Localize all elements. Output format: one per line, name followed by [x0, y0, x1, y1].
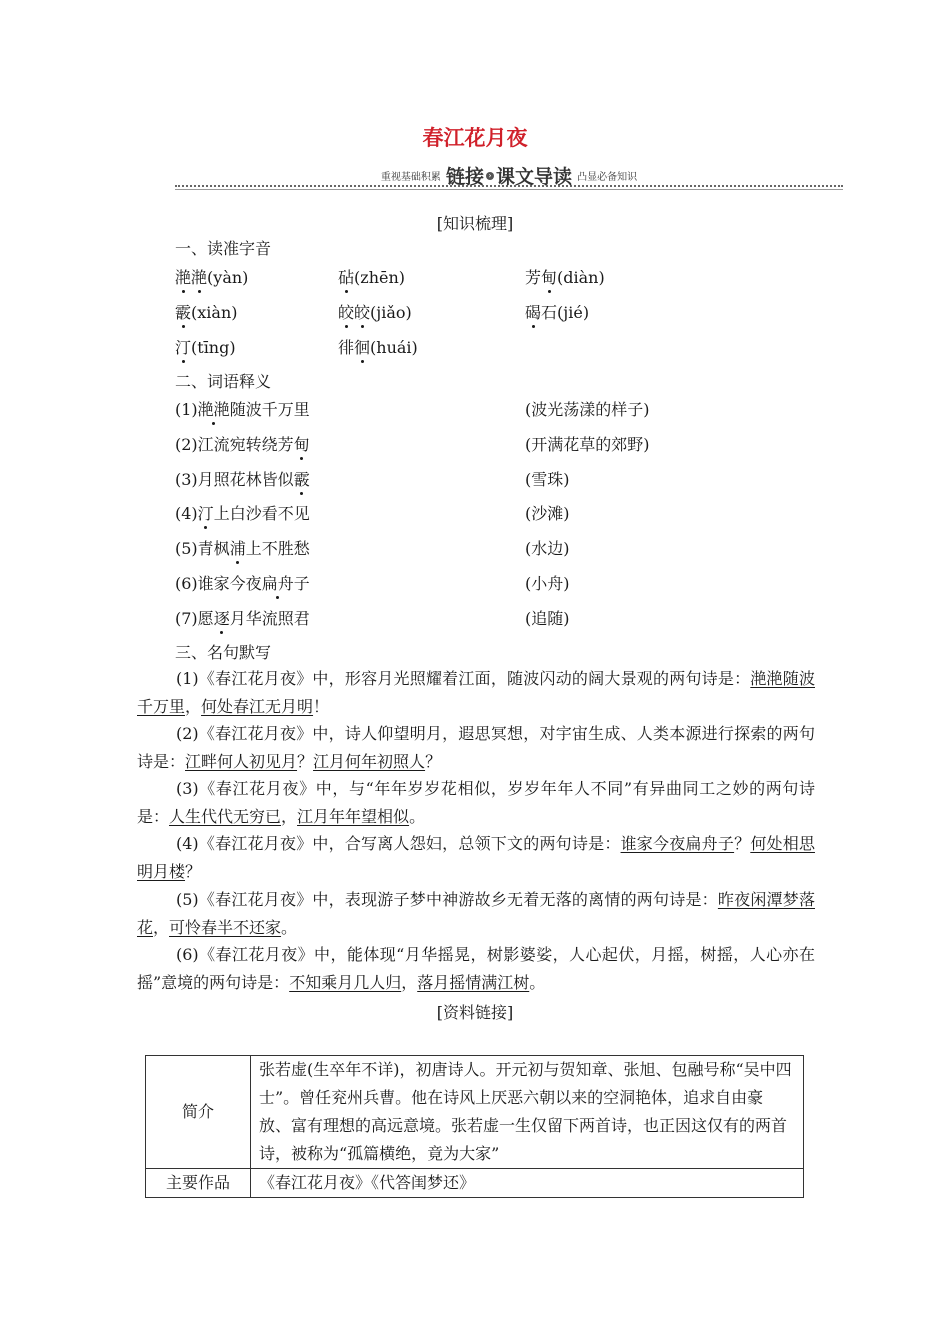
meaning-term: (7)愿逐月华流照君: [175, 609, 310, 628]
pron-item: 碣石(jié): [525, 303, 590, 322]
quote-question: (2)《春江花月夜》中，诗人仰望明月，遐思冥想，对宇宙生成、人类本源进行探索的两句诗是：江畔何人初见月？江月何年初照人？: [137, 724, 815, 771]
table-row: [146, 1056, 804, 1169]
pron-item: 霰(xiàn): [175, 303, 238, 322]
quote-question: (3)《春江花月夜》中，与“年年岁岁花相似，岁岁年年人不同”有异曲同工之妙的两句诗是：人生代代无穷已，江月年年望相似。: [137, 779, 815, 826]
banner-left-text: 重视基础积累: [380, 172, 441, 183]
quote-question: (1)《春江花月夜》中，形容月光照耀着江面，随波闪动的阔大景观的两句诗是：滟滟随波千万里，何处春江无月明！: [137, 669, 815, 716]
table-value: 张若虚(生卒年不详)，初唐诗人。开元初与贺知章、张旭、包融号称“吴中四士”。曾任兖州兵曹。他在诗风上厌恶六朝以来的空洞艳体，追求自由豪放、富有理想的高远意境。张若虚一生仅留下两首诗，也正因这仅有的两首诗，被称为“孤篇横绝，竟为大家”: [251, 1056, 804, 1169]
pron-item: 汀(tīng): [175, 338, 236, 357]
part1-heading: 一、读准字音: [175, 239, 272, 258]
meaning-definition: (水边): [525, 539, 570, 558]
section-heading-resources: [资料链接]: [436, 1003, 514, 1022]
table-value: 《春江花月夜》《代答闺梦还》: [251, 1169, 804, 1198]
meaning-definition: (小舟): [525, 574, 570, 593]
section-heading-knowledge: [知识梳理]: [436, 214, 514, 233]
pron-item: 芳甸(diàn): [525, 268, 605, 287]
meaning-definition: (雪珠): [525, 470, 570, 489]
author-info-table: [145, 1055, 804, 1198]
banner-rule-thin: [175, 189, 843, 190]
meaning-term: (3)月照花林皆似霰: [175, 470, 310, 489]
table-row: [146, 1169, 804, 1198]
quote-question: (6)《春江花月夜》中，能体现“月华摇晃，树影婆娑，人心起伏，月摇，树摇，人心亦在摇”意境的两句诗是：不知乘月几人归，落月摇情满江树。: [137, 945, 815, 992]
meaning-term: (2)江流宛转绕芳甸: [175, 435, 310, 454]
meaning-term: (5)青枫浦上不胜愁: [175, 539, 310, 558]
banner-main-text: 课文导读: [496, 166, 573, 188]
page-title: 春江花月夜: [422, 126, 528, 150]
pron-item: 滟滟(yàn): [175, 268, 249, 287]
section-banner: [175, 160, 843, 192]
meaning-definition: (追随): [525, 609, 570, 628]
pron-item: 徘徊(huái): [338, 338, 418, 357]
chevron-right-icon: ›: [486, 172, 494, 180]
meaning-definition: (波光荡漾的样子): [525, 400, 650, 419]
pron-item: 皎皎(jiǎo): [338, 303, 412, 322]
quote-question: (5)《春江花月夜》中，表现游子梦中神游故乡无着无落的离情的两句诗是：昨夜闲潭梦落花，可怜春半不还家。: [137, 890, 815, 937]
meaning-term: (1)滟滟随波千万里: [175, 400, 310, 419]
banner-link-text: 链接: [445, 166, 484, 188]
pron-item: 砧(zhēn): [338, 268, 406, 287]
banner-right-text: 凸显必备知识: [577, 172, 638, 183]
part2-heading: 二、词语释义: [175, 372, 272, 391]
meaning-definition: (沙滩): [525, 504, 570, 523]
table-label: 主要作品: [146, 1169, 251, 1198]
meaning-term: (6)谁家今夜扁舟子: [175, 574, 310, 593]
quote-question: (4)《春江花月夜》中，合写离人怨妇，总领下文的两句诗是：谁家今夜扁舟子？何处相思明月楼？: [137, 834, 815, 881]
part3-heading: 三、名句默写: [175, 643, 272, 662]
meaning-definition: (开满花草的郊野): [525, 435, 650, 454]
meaning-term: (4)汀上白沙看不见: [175, 504, 310, 523]
table-label: 简介: [146, 1056, 251, 1169]
